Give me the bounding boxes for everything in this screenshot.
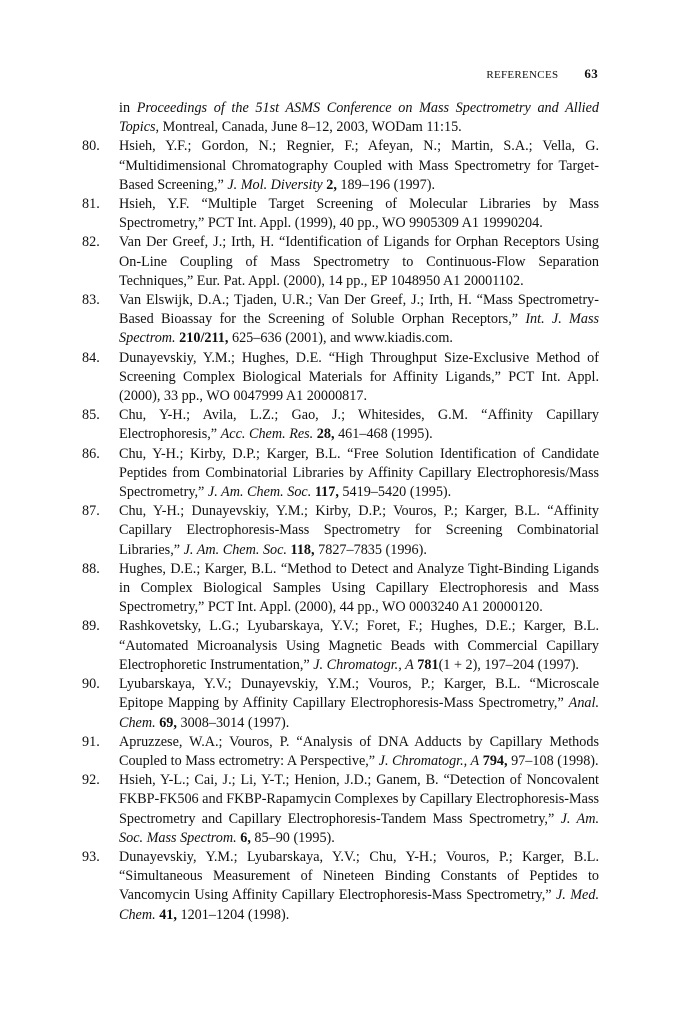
citation-text: Rashkovetsky, L.G.; Lyubarskaya, Y.V.; Foret, F.; Hughes, D.E.; Karger, B.L. “Automated Microanalysis Using Magnetic Beads with Commercial Capillary Electrophoretic Instrumentation,” <box>119 618 599 673</box>
reference-text <box>119 233 599 291</box>
reference-text <box>119 675 599 733</box>
citation-text: 85–90 (1995). <box>250 829 335 846</box>
reference-number: 91. <box>82 733 100 750</box>
reference-entry <box>82 291 599 349</box>
volume-number: 781 <box>417 656 439 673</box>
reference-text <box>119 99 599 137</box>
citation-text: 7827–7835 (1996). <box>314 541 427 558</box>
reference-entry <box>82 617 599 675</box>
reference-text <box>119 617 599 675</box>
journal-title: J. Am. Chem. Soc. <box>183 541 287 558</box>
citation-text: Chu, Y-H.; Avila, L.Z.; Gao, J.; Whitesides, G.M. “Affinity Capillary Electrophoresis,” <box>119 407 599 443</box>
reference-entry <box>82 406 599 444</box>
journal-title: J. Med. Chem. <box>119 887 599 923</box>
reference-entry <box>82 675 599 733</box>
reference-text <box>119 195 599 233</box>
reference-number: 83. <box>82 292 100 309</box>
citation-text: 3008–3014 (1997). <box>176 714 290 731</box>
citation-text: Dunayevskiy, Y.M.; Hughes, D.E. “High Throughput Size-Exclusive Method of Screening Complex Biological Materials for Affinity Ligands,” PCT Int. Appl. (2000), 33 pp., WO 0047999 A1 20000817. <box>119 349 599 405</box>
reference-entry <box>82 349 599 407</box>
reference-number: 93. <box>82 848 100 865</box>
citation-text: Van Der Greef, J.; Irth, H. “Identification of Ligands for Orphan Receptors Using On-Line Coupling of Mass Spectrometry to Continuous-Flow Separation Techniques,” Eur. Pat. Appl. (2000), 14 pp., EP 1048950 A1 20001102. <box>119 234 599 289</box>
reference-text <box>119 560 599 618</box>
reference-number: 85. <box>82 407 100 424</box>
reference-number: 87. <box>82 503 100 520</box>
reference-entry <box>82 137 599 195</box>
journal-title: Proceedings of the 51st ASMS Conference on Mass Spectrometry and Allied Topics <box>119 100 599 136</box>
journal-title: J. Am. Chem. Soc. <box>207 484 312 501</box>
citation-text: Apruzzese, W.A.; Vouros, P. “Analysis of DNA Adducts by Capillary Methods Coupled to Mass ectrometry: A Perspective,” <box>119 733 599 769</box>
reference-entry <box>82 233 599 291</box>
volume-number: 118, <box>290 541 315 558</box>
reference-entry <box>82 848 599 925</box>
reference-text <box>119 291 599 349</box>
reference-number: 81. <box>82 196 100 213</box>
citation-text: Dunayevskiy, Y.M.; Lyubarskaya, Y.V.; Chu, Y-H.; Vouros, P.; Karger, B.L. “Simultaneous Measurement of Nineteen Binding Constants of Peptides to Vancomycin Using Affinity Capillary Electrophoresis-Mass Spectrometry,” <box>119 848 599 904</box>
volume-number: 41, <box>159 906 177 923</box>
journal-title: J. Am. Soc. Mass Spectrom. <box>119 810 600 846</box>
page-number: 63 <box>584 66 598 81</box>
volume-number: 117, <box>314 484 339 501</box>
reference-number: 88. <box>82 560 100 577</box>
reference-text <box>119 349 599 407</box>
reference-number: 82. <box>82 234 100 251</box>
reference-entry <box>82 99 599 137</box>
citation-text: Hsieh, Y.F.; Gordon, N.; Regnier, F.; Afeyan, N.; Martin, S.A.; Vella, G. “Multidimensional Chromatography Coupled with Mass Spectrometry for Target-Based Screening,” <box>119 138 599 193</box>
volume-number: 794, <box>482 752 508 769</box>
citation-text: Chu, Y-H.; Kirby, D.P.; Karger, B.L. “Free Solution Identification of Candidate Peptides from Combinatorial Libraries by Affinity Capillary Electrophoresis/Mass Spectrometry,” <box>119 445 599 501</box>
running-header <box>486 66 598 82</box>
reference-number: 80. <box>82 138 100 155</box>
citation-text: 1201–1204 (1998). <box>176 906 290 923</box>
reference-number: 92. <box>82 772 100 789</box>
citation-text: (1 + 2), 197–204 (1997). <box>438 656 579 673</box>
reference-number: 90. <box>82 676 100 693</box>
journal-title: J. Chromatogr., A <box>313 656 414 673</box>
volume-number: 6, <box>240 829 251 846</box>
reference-entry <box>82 502 599 560</box>
journal-title: Int. J. Mass Spectrom. <box>119 311 599 347</box>
reference-number: 89. <box>82 618 100 635</box>
reference-entry <box>82 733 599 771</box>
volume-number: 210/211, <box>179 330 229 347</box>
reference-text <box>119 848 599 925</box>
reference-number: 84. <box>82 349 100 366</box>
reference-list <box>82 99 599 925</box>
citation-text: 189–196 (1997). <box>336 176 435 193</box>
reference-text <box>119 771 599 848</box>
reference-entry <box>82 195 599 233</box>
reference-text <box>119 445 599 503</box>
section-title: REFERENCES <box>486 69 559 81</box>
reference-text <box>119 502 599 560</box>
reference-entry <box>82 771 599 848</box>
citation-text: 461–468 (1995). <box>334 426 433 443</box>
citation-text: Hsieh, Y-L.; Cai, J.; Li, Y-T.; Henion, J.D.; Ganem, B. “Detection of Noncovalent FKBP-FK506 and FKBP-Rapamycin Complexes by Capillary Electrophoresis-Mass Spectrometry and Capillary Electrophoresis-Tandem Mass Spectrometry,” <box>119 772 599 827</box>
reference-text <box>119 406 599 444</box>
reference-text <box>119 137 599 195</box>
citation-text: Hsieh, Y.F. “Multiple Target Screening of Molecular Libraries by Mass Spectrometry,” PCT Int. Appl. (1999), 40 pp., WO 9905309 A1 19990204. <box>119 196 599 232</box>
citation-text: , Montreal, Canada, June 8–12, 2003, WODam 11:15. <box>155 119 462 136</box>
citation-text: Hughes, D.E.; Karger, B.L. “Method to Detect and Analyze Tight-Binding Ligands in Complex Biological Samples Using Capillary Electrophoresis and Mass Spectrometry,” PCT Int. Appl. (2000), 44 pp., WO 0003240 A1 20000120. <box>119 560 599 616</box>
citation-text: 5419–5420 (1995). <box>338 484 452 501</box>
citation-text: Van Elswijk, D.A.; Tjaden, U.R.; Van Der Greef, J.; Irth, H. “Mass Spectrometry-Based Bioassay for the Screening of Soluble Orphan Receptors,” <box>119 292 599 328</box>
journal-title: Acc. Chem. Res. <box>220 426 314 443</box>
volume-number: 28, <box>316 426 335 443</box>
reference-entry <box>82 445 599 503</box>
journal-title: J. Chromatogr., A <box>378 752 480 769</box>
reference-entry <box>82 560 599 618</box>
journal-title: J. Mol. Diversity <box>227 176 323 193</box>
journal-title: Anal. Chem. <box>119 695 599 731</box>
reference-number: 86. <box>82 445 100 462</box>
volume-number: 2, <box>326 176 337 193</box>
citation-text: 625–636 (2001), and www.kiadis.com. <box>228 330 453 347</box>
reference-text <box>119 733 599 771</box>
citation-text: 97–108 (1998). <box>507 752 599 769</box>
volume-number: 69, <box>159 714 177 731</box>
citation-text: Lyubarskaya, Y.V.; Dunayevskiy, Y.M.; Vouros, P.; Karger, B.L. “Microscale Epitope Mapping by Affinity Capillary Electrophoresis-Mass Spectrometry,” <box>119 676 599 712</box>
citation-text: Chu, Y-H.; Dunayevskiy, Y.M.; Kirby, D.P.; Vouros, P.; Karger, B.L. “Affinity Capillary Electrophoresis-Mass Spectrometry for Screening Combinatorial Libraries,” <box>119 503 599 558</box>
citation-text: in <box>119 100 137 116</box>
